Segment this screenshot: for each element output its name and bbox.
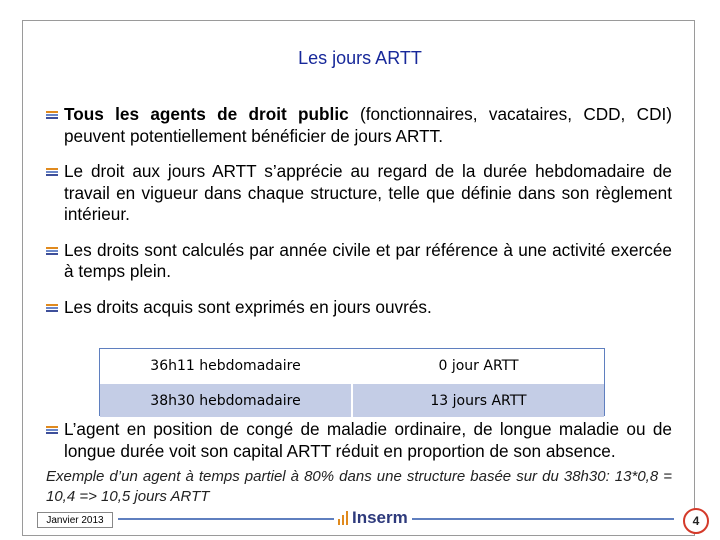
bullet-item [46,419,672,462]
inserm-logo [334,507,412,529]
artt-table [99,348,605,416]
bullet-item [46,104,672,147]
bullet-item [46,161,672,226]
table-cell-days: 0 jour ARTT [438,357,519,374]
bullet-icon [46,111,58,120]
bullet-icon [46,247,58,256]
bullet-text: Les droits sont calculés par année civile et par référence à une activité exercée à temps plein. [64,239,672,281]
table-row [100,349,604,384]
logo-text: Inserm [352,508,408,527]
footer-date: Janvier 2013 [37,512,113,528]
bullet-icon [46,304,58,313]
bullet-icon [46,168,58,177]
slide-title: Les jours ARTT [298,48,422,68]
bullet-text: L’agent en position de congé de maladie ordinaire, de longue maladie ou de longue durée voit son capital ARTT réduit en proportion de son absence. [64,419,672,461]
bullet-bold-text: Tous les agents de droit public [64,104,349,124]
table-cell-days: 13 jours ARTT [430,392,527,409]
bullet-text: Le droit aux jours ARTT s’apprécie au regard de la durée hebdomadaire de travail en vigueur dans chaque structure, telle que définie dans son règlement intérieur. [64,161,672,224]
bullet-item [46,297,672,319]
table-cell-schedule: 36h11 hebdomadaire [100,349,353,382]
logo-bars-icon [338,511,348,525]
example-text: Exemple d’un agent à temps partiel à 80% dans une structure basée sur du 38h30: 13*0,8 = 10,4 => 10,5 jours ARTT [46,468,672,505]
bullet-icon [46,426,58,435]
table-row [100,384,604,417]
bullet-item [46,240,672,283]
page-number: 4 [683,508,709,534]
bullet-text: (fonctionnaires, vacataires, CDD, CDI) peuvent potentiellement bénéficier de jours ARTT. [64,104,672,146]
table-cell-schedule: 38h30 hebdomadaire [100,384,353,417]
bullet-list [46,104,672,332]
bullet-text: Les droits acquis sont exprimés en jours ouvrés. [64,296,432,317]
